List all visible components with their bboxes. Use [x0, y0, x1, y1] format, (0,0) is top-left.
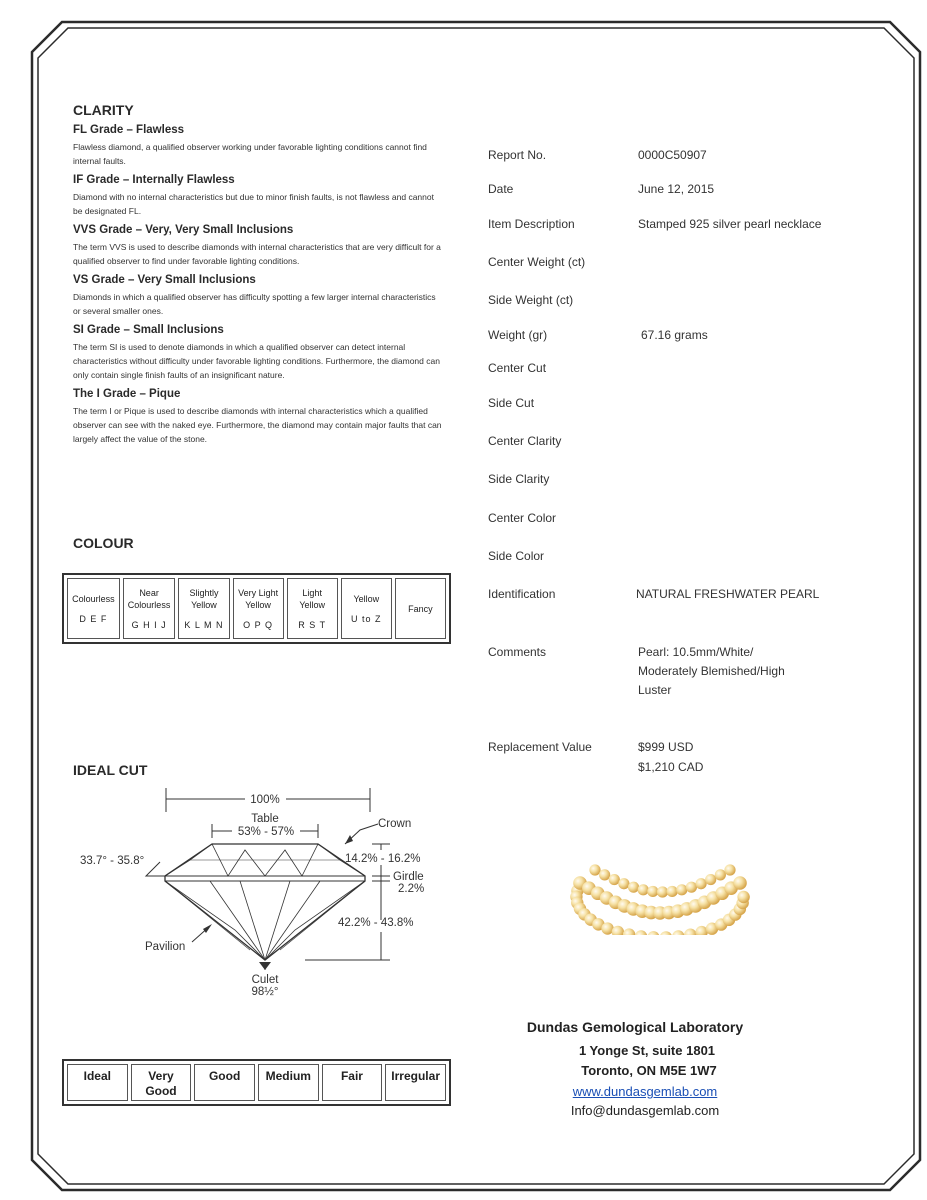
pearl	[657, 886, 668, 897]
arrowhead	[345, 835, 353, 844]
comments-label: Comments	[488, 645, 547, 659]
center-clarity-label: Center Clarity	[488, 434, 562, 448]
replacement-value-line: $999 USD	[638, 740, 694, 754]
side-color-label: Side Color	[488, 549, 545, 563]
lab-address-line: Toronto, ON M5E 1W7	[581, 1063, 717, 1078]
colour-cell: Fancy	[395, 578, 446, 639]
item-description-value: Stamped 925 silver pearl necklace	[638, 217, 822, 231]
pearl	[724, 864, 735, 875]
pearl	[660, 931, 672, 935]
diamond-facet-line	[240, 881, 265, 960]
center-color-label: Center Color	[488, 511, 557, 525]
cut-grade-cell: Very Good	[131, 1064, 192, 1101]
diamond-facet-line	[265, 881, 320, 960]
clarity-grade-desc: Diamond with no internal characteristics but due to minor finish faults, is not flawless and cannot be designated FL.	[73, 192, 434, 216]
pearl	[589, 864, 600, 875]
clarity-title: CLARITY	[73, 102, 134, 118]
pearl	[623, 928, 635, 935]
pearl	[647, 931, 659, 935]
pearl	[676, 884, 687, 895]
diamond-facet-line	[210, 881, 265, 960]
crown-angle-label: 33.7° - 35.8°	[80, 855, 145, 867]
pearl	[715, 869, 726, 880]
colour-cell: Very Light Yellow O P Q	[233, 578, 284, 639]
comments-line: Luster	[638, 683, 672, 697]
clarity-grade-title: IF Grade – Internally Flawless	[73, 174, 235, 186]
crown-height-label: 14.2% - 16.2%	[345, 853, 421, 865]
pavilion-depth-label: 42.2% - 43.8%	[338, 917, 414, 929]
colour-cell: Light Yellow R S T	[287, 578, 338, 639]
cut-grade-table	[62, 1059, 451, 1106]
cut-grade-cell: Ideal	[67, 1064, 128, 1101]
pearl	[609, 874, 620, 885]
comments-line: Moderately Blemished/High	[638, 664, 785, 678]
replacement-value-line: $1,210 CAD	[638, 760, 704, 774]
clarity-section	[73, 102, 443, 448]
pearl	[628, 882, 639, 893]
colour-cell: Yellow U to Z	[341, 578, 392, 639]
girdle-pct-label: 2.2%	[398, 883, 425, 895]
lab-email: Info@dundasgemlab.com	[570, 1103, 720, 1118]
lab-address-line: 1 Yonge St, suite 1801	[578, 1043, 716, 1058]
diamond-cut-diagram	[60, 780, 460, 1005]
pearl-necklace-photo	[560, 825, 760, 935]
clarity-grade-desc: The term VVS is used to describe diamonds with internal characteristics that are very difficult for a qualified observer to find under favorable lighting conditions.	[73, 242, 441, 266]
pearl	[686, 882, 697, 893]
side-cut-label: Side Cut	[488, 396, 535, 410]
pearl	[733, 876, 747, 890]
pearl	[638, 884, 649, 895]
angle-marker	[146, 862, 165, 876]
cut-grade-cell: Good	[194, 1064, 255, 1101]
pearl	[667, 886, 678, 897]
pearl	[672, 930, 684, 935]
report-no-label: Report No.	[488, 148, 547, 162]
colour-cell: Near Colourless G H I J	[123, 578, 176, 639]
pavilion-facets	[165, 881, 365, 960]
girdle-label: Girdle	[393, 871, 424, 883]
clarity-grade-desc: Diamonds in which a qualified observer has difficulty spotting a few larger internal characteristics or several smaller ones.	[73, 292, 436, 316]
culet-pct-label: 98½°	[251, 986, 279, 998]
clarity-grade-title: SI Grade – Small Inclusions	[73, 324, 224, 336]
side-clarity-label: Side Clarity	[488, 472, 550, 486]
clarity-grade-desc: Flawless diamond, a qualified observer working under favorable lighting conditions cannot find internal faults.	[73, 142, 427, 166]
lab-website-link[interactable]: www.dundasgemlab.com	[572, 1084, 718, 1099]
clarity-grade-title: VS Grade – Very Small Inclusions	[73, 274, 256, 286]
ideal-cut-title: IDEAL CUT	[73, 762, 148, 778]
pearl	[705, 874, 716, 885]
table-pct-label: 53% - 57%	[237, 826, 295, 838]
width-label: 100%	[250, 794, 280, 806]
pearl	[695, 878, 706, 889]
pearl	[599, 869, 610, 880]
colour-title: COLOUR	[73, 535, 134, 551]
item-description-label: Item Description	[488, 217, 575, 231]
identification-value: NATURAL FRESHWATER PEARL	[636, 587, 820, 601]
clarity-grade-desc: The term I or Pique is used to describe diamonds with internal characteristics which a qualified observer can see with the naked eye. Furthermore, the diamond may contain major faults that can largely affect the value of the stone.	[73, 406, 442, 444]
comments-line: Pearl: 10.5mm/White/	[638, 645, 754, 659]
clarity-grade-title: FL Grade – Flawless	[73, 124, 185, 136]
crown-label: Crown	[378, 818, 412, 830]
clarity-grade-desc: The term SI is used to denote diamonds in which a qualified observer can detect internal characteristics without difficulty under favorable lighting conditions. Furthermore, the diamond can only contain single finish faults of an insignificant nature.	[73, 342, 440, 380]
colour-scale-table	[62, 573, 451, 644]
clarity-grade-title: The I Grade – Pique	[73, 388, 181, 400]
pearl	[684, 929, 696, 935]
cut-grade-cell: Irregular	[385, 1064, 446, 1101]
report-no-value: 0000C50907	[638, 148, 707, 162]
pearl	[618, 878, 629, 889]
side-weight-label: Side Weight (ct)	[488, 293, 574, 307]
pearl	[737, 891, 749, 903]
replacement-value-label: Replacement Value	[488, 740, 592, 754]
colour-cell: Colourless D E F	[67, 578, 120, 639]
culet-label: Culet	[251, 974, 279, 986]
weight-value: 67.16 grams	[641, 328, 708, 342]
pearl	[635, 930, 647, 935]
diamond-facet-line	[265, 881, 290, 960]
diamond-facet-line	[165, 881, 250, 950]
diamond-facet-line	[280, 881, 365, 950]
date-label: Date	[488, 182, 514, 196]
cut-grade-cell: Fair	[322, 1064, 383, 1101]
pearl	[647, 886, 658, 897]
center-cut-label: Center Cut	[488, 361, 547, 375]
cut-grade-cell: Medium	[258, 1064, 319, 1101]
arrowhead	[259, 962, 271, 970]
table-label: Table	[251, 813, 279, 825]
identification-label: Identification	[488, 587, 556, 601]
clarity-grade-title: VVS Grade – Very, Very Small Inclusions	[73, 224, 294, 236]
center-weight-label: Center Weight (ct)	[488, 255, 586, 269]
date-value: June 12, 2015	[638, 182, 715, 196]
colour-cell: Slightly Yellow K L M N	[178, 578, 229, 639]
weight-label: Weight (gr)	[488, 328, 548, 342]
pavilion-label: Pavilion	[145, 941, 186, 953]
lab-name: Dundas Gemological Laboratory	[526, 1019, 744, 1035]
